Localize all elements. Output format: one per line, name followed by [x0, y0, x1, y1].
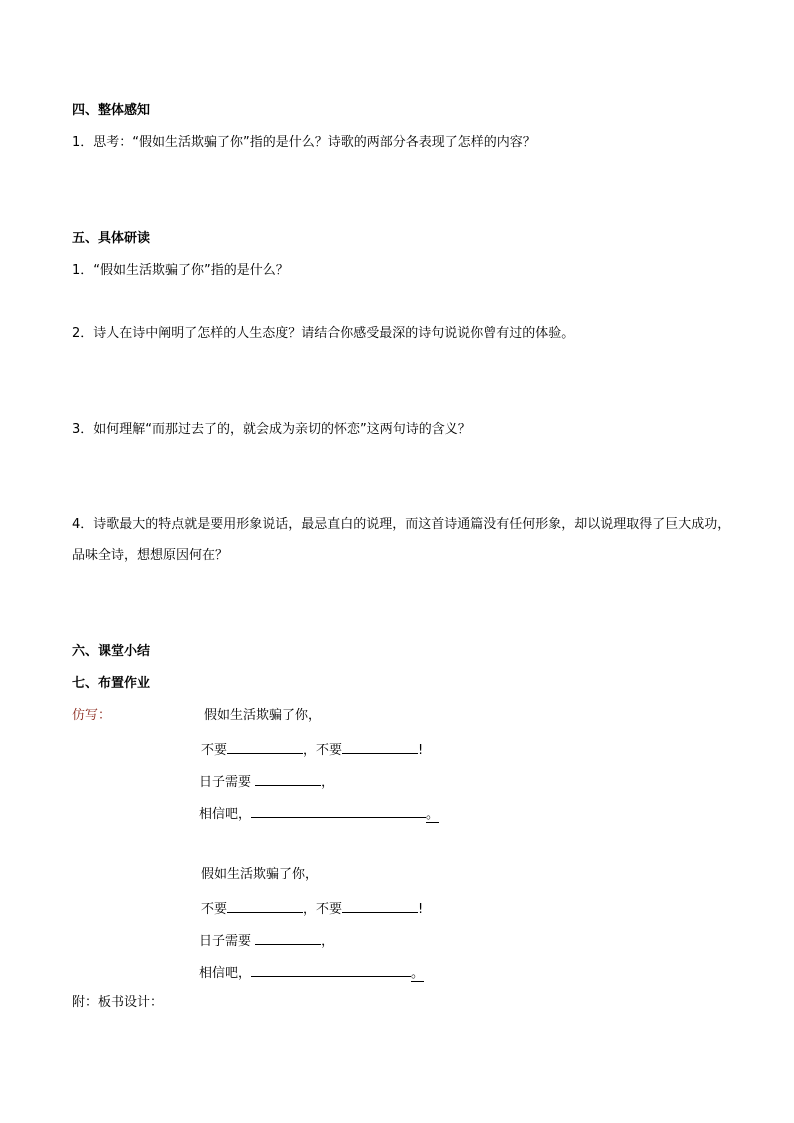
appendix-board-design: 附：板书设计： — [72, 995, 164, 1010]
poem-1-rizi: 日子需要 — [199, 775, 252, 790]
poem-1-blank-1[interactable] — [227, 739, 303, 754]
poem-1-line-4 — [199, 803, 439, 824]
poem-1-buyao-2: 不要 — [316, 743, 343, 758]
section-4-question-1: 1．思考：“假如生活欺骗了你”指的是什么？诗歌的两部分各表现了怎样的内容？ — [72, 135, 536, 150]
poem-1-blank-4[interactable] — [251, 803, 426, 818]
poem-1-rizi-end: ， — [321, 775, 335, 790]
poem-2-rizi-end: ， — [321, 934, 335, 949]
poem-1-buyao-1: 不要 — [201, 743, 228, 758]
poem-2-comma: ， — [303, 902, 317, 917]
section-5-title: 五、具体研读 — [72, 231, 151, 246]
section-5-question-4: 4．诗歌最大的特点就是要用形象说话，最忌直白的说理，而这首诗通篇没有任何形象，却以说理取得了巨大成功，品味全诗，想想原因何在？ — [72, 517, 731, 563]
poem-2-xiangxin: 相信吧， — [199, 966, 252, 981]
poem-2-exclaim: ! — [418, 902, 424, 917]
poem-1-line-3 — [199, 771, 334, 792]
poem-2-period: 。 — [411, 966, 425, 981]
poem-2-rizi: 日子需要 — [199, 934, 252, 949]
poem-2-blank-1[interactable] — [227, 898, 303, 913]
poem-2-blank-3[interactable] — [255, 930, 321, 945]
imitate-label: 仿写： — [72, 708, 112, 723]
poem-2-blank-2[interactable] — [342, 898, 418, 913]
poem-1-blank-3[interactable] — [255, 771, 321, 786]
poem-2-line-4 — [199, 962, 424, 983]
poem-2-buyao-2: 不要 — [316, 902, 343, 917]
poem-2-line-1: 假如生活欺骗了你， — [201, 867, 319, 882]
section-5-question-2: 2．诗人在诗中阐明了怎样的人生态度？请结合你感受最深的诗句说说你曾有过的体验。 — [72, 326, 575, 341]
poem-1-line-2 — [201, 739, 423, 760]
section-5-question-3: 3．如何理解“而那过去了的，就会成为亲切的怀恋”这两句诗的含义？ — [72, 422, 471, 437]
poem-1-blank-2[interactable] — [342, 739, 418, 754]
poem-1-comma: ， — [303, 743, 317, 758]
poem-2-buyao-1: 不要 — [201, 902, 228, 917]
section-7-title: 七、布置作业 — [72, 676, 151, 691]
poem-1-period: 。 — [426, 807, 440, 822]
section-5-question-1: 1．“假如生活欺骗了你”指的是什么？ — [72, 263, 289, 278]
poem-1-exclaim: ! — [418, 743, 424, 758]
poem-2-blank-4[interactable] — [251, 962, 411, 977]
poem-2-line-2 — [201, 898, 423, 919]
poem-2-line-3 — [199, 930, 334, 951]
section-4-title: 四、整体感知 — [72, 103, 151, 118]
section-6-title: 六、课堂小结 — [72, 644, 151, 659]
poem-1-xiangxin: 相信吧， — [199, 807, 252, 822]
poem-1-line-1: 假如生活欺骗了你， — [204, 708, 322, 723]
